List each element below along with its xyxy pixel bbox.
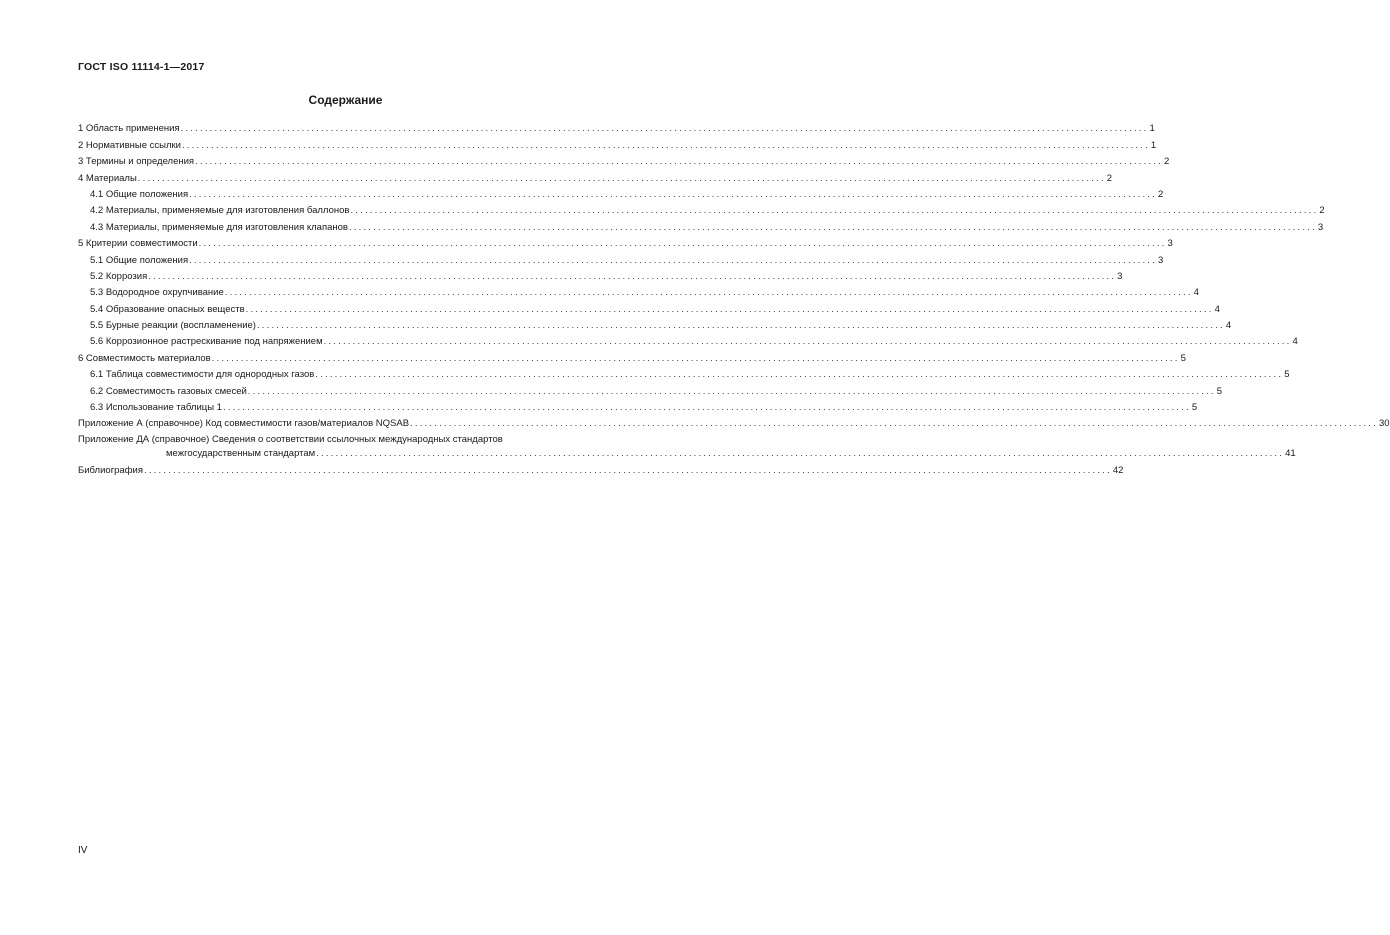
- toc-leader-dots: ........................................................................................................................................................................................................: [189, 188, 1157, 200]
- toc-leader-dots: ........................................................................................................................................................................................................: [144, 464, 1112, 476]
- toc-page-number: 4: [1292, 336, 1298, 348]
- toc-entry-label: 5.2 Коррозия: [90, 270, 148, 282]
- toc-page-number: 2: [1106, 172, 1112, 184]
- toc-page-number: 30: [1378, 418, 1390, 430]
- toc-page-number: 5: [1191, 402, 1198, 414]
- toc-leader-dots: ........................................................................................................................................................................................................: [180, 123, 1149, 135]
- toc-entry[interactable]: [78, 217, 1324, 233]
- toc-page-number: 42: [1112, 464, 1124, 476]
- toc-entry[interactable]: [78, 135, 1157, 151]
- toc-leader-dots: ........................................................................................................................................................................................................: [198, 238, 1167, 250]
- toc-entry-label: 6.2 Совместимость газовых смесей: [90, 385, 247, 397]
- toc-page-number: 5: [1180, 352, 1186, 364]
- toc-page-number: 4: [1214, 303, 1220, 315]
- toc-entry-label: 5.6 Коррозионное растрескивание под напряжением: [90, 336, 323, 348]
- toc-entry-label: 6.1 Таблица совместимости для однородных газов: [90, 369, 315, 381]
- toc-entry[interactable]: [78, 414, 1390, 430]
- document-header: ГОСТ ISO 11114-1—2017: [78, 61, 205, 73]
- toc-page-number: 5: [1216, 385, 1222, 397]
- toc-entry-label: 5.5 Бурные реакции (воспламенение): [90, 320, 256, 332]
- toc-entry-label: 5.1 Общие положения: [90, 254, 189, 266]
- toc-entry[interactable]: [78, 332, 1298, 348]
- toc-entry-label: 5.4 Образование опасных веществ: [90, 303, 245, 315]
- toc-entry-label-continued: межгосударственным стандартам: [166, 448, 316, 460]
- toc-entry-label: 2 Нормативные ссылки: [78, 139, 181, 151]
- toc-leader-dots: ........................................................................................................................................................................................................: [256, 320, 1225, 332]
- toc-entry-label: 5.3 Водородное охрупчивание: [90, 287, 224, 299]
- toc-entry[interactable]: [78, 152, 1170, 168]
- toc-leader-dots: ........................................................................................................................................................................................................: [222, 402, 1191, 414]
- toc-page-number: 5: [1284, 369, 1290, 381]
- toc-page-number: 2: [1163, 156, 1170, 168]
- toc-entry-label: 3 Термины и определения: [78, 156, 195, 168]
- toc-entry-label: 6.3 Использование таблицы 1: [90, 402, 222, 414]
- toc-entry[interactable]: [78, 316, 1232, 332]
- toc-entry-label: Приложение ДА (справочное) Сведения о соответствии ссылочных международных стандартов: [78, 434, 503, 446]
- toc-entry[interactable]: [78, 365, 1290, 381]
- toc-entry-label: Приложение А (справочное) Код совместимости газов/материалов NQSAB: [78, 418, 410, 430]
- toc-leader-dots: ........................................................................................................................................................................................................: [148, 270, 1117, 282]
- toc-page-number: 2: [1158, 188, 1164, 200]
- toc-entry-label: 4.2 Материалы, применяемые для изготовления баллонов: [90, 205, 350, 217]
- toc-entry[interactable]: [78, 234, 1173, 250]
- toc-leader-dots: ........................................................................................................................................................................................................: [323, 336, 1292, 348]
- toc-page-number: 41: [1285, 448, 1296, 460]
- toc-leader-dots: ........................................................................................................................................................................................................: [195, 156, 1163, 168]
- toc-entry-bibliography[interactable]: [78, 460, 1124, 476]
- toc-leader-dots: ........................................................................................................................................................................................................: [350, 205, 1319, 217]
- toc-page-number: 3: [1167, 238, 1173, 250]
- toc-leader-dots: ........................................................................................................................................................................................................: [245, 303, 1214, 315]
- toc-entry-label: 5 Критерии совместимости: [78, 238, 198, 250]
- table-of-contents: [78, 119, 1390, 477]
- toc-leader-dots: ........................................................................................................................................................................................................: [410, 418, 1378, 430]
- toc-page-number: 2: [1319, 205, 1325, 217]
- toc-leader-dots: ........................................................................................................................................................................................................: [316, 448, 1285, 460]
- toc-entry-label: 4.1 Общие положения: [90, 188, 189, 200]
- toc-leader-dots: ........................................................................................................................................................................................................: [247, 385, 1216, 397]
- toc-entry-label: 6 Совместимость материалов: [78, 352, 211, 364]
- toc-entry[interactable]: [78, 398, 1198, 414]
- toc-page-number: 3: [1158, 254, 1164, 266]
- toc-page-number: 1: [1149, 123, 1155, 135]
- toc-leader-dots: ........................................................................................................................................................................................................: [224, 287, 1193, 299]
- toc-leader-dots: ........................................................................................................................................................................................................: [211, 352, 1180, 364]
- toc-entry[interactable]: [78, 381, 1222, 397]
- toc-entry[interactable]: [78, 250, 1164, 266]
- toc-entry[interactable]: [78, 299, 1220, 315]
- toc-entry-appendix-da[interactable]: [78, 430, 1296, 460]
- toc-title: Содержание: [308, 93, 383, 107]
- toc-page-number: 4: [1225, 320, 1232, 332]
- toc-entry[interactable]: [78, 283, 1199, 299]
- toc-page-number: 4: [1193, 287, 1199, 299]
- toc-leader-dots: ........................................................................................................................................................................................................: [182, 139, 1150, 151]
- toc-page-number: 3: [1117, 270, 1123, 282]
- toc-page-number: 1: [1150, 139, 1157, 151]
- toc-page-number: 3: [1317, 221, 1324, 233]
- toc-entry[interactable]: [78, 119, 1155, 135]
- toc-entry-label: Библиография: [78, 464, 143, 476]
- toc-entry[interactable]: [78, 185, 1164, 201]
- toc-leader-dots: ........................................................................................................................................................................................................: [189, 254, 1157, 266]
- toc-entry[interactable]: [78, 168, 1112, 184]
- toc-entry[interactable]: [78, 267, 1123, 283]
- toc-leader-dots: ........................................................................................................................................................................................................: [348, 221, 1317, 233]
- toc-entry-label: 4.3 Материалы, применяемые для изготовления клапанов: [90, 221, 348, 233]
- toc-entry[interactable]: [78, 348, 1186, 364]
- toc-entry[interactable]: [78, 201, 1325, 217]
- toc-leader-dots: ........................................................................................................................................................................................................: [137, 172, 1106, 184]
- toc-entry-label: 4 Материалы: [78, 172, 137, 184]
- toc-entry-label: 1 Область применения: [78, 123, 180, 135]
- toc-leader-dots: ........................................................................................................................................................................................................: [315, 369, 1284, 381]
- page-number-footer: IV: [78, 845, 88, 856]
